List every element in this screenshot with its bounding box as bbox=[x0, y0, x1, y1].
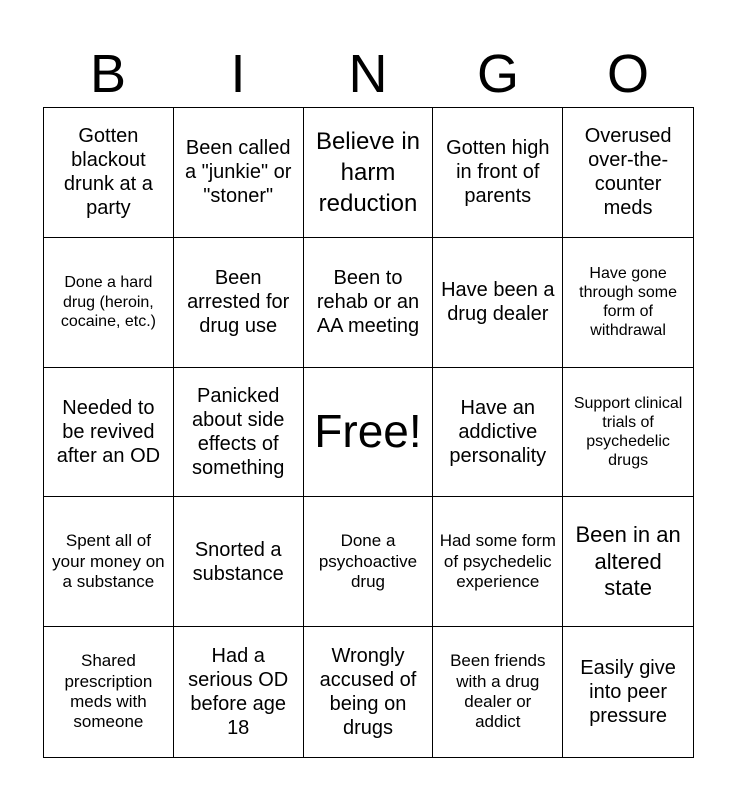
cell-text: Been to rehab or an AA meeting bbox=[316, 267, 420, 338]
cell-text: Shared prescription meds with someone bbox=[64, 651, 153, 732]
bingo-cell[interactable] bbox=[433, 238, 563, 368]
bingo-cell[interactable] bbox=[44, 108, 174, 238]
cell-text: Have gone through some form of withdrawal bbox=[579, 264, 678, 340]
free-cell[interactable] bbox=[304, 368, 434, 498]
bingo-header bbox=[43, 40, 693, 108]
cell-text: Been in an altered state bbox=[575, 522, 681, 600]
cell-text: Done a psychoactive drug bbox=[318, 531, 418, 591]
cell-text: Been arrested for drug use bbox=[187, 267, 290, 338]
header-letter-b: B bbox=[89, 44, 127, 104]
cell-text: Done a hard drug (heroin, cocaine, etc.) bbox=[60, 274, 156, 330]
bingo-cell[interactable] bbox=[304, 497, 434, 627]
cell-text: Have been a drug dealer bbox=[441, 279, 555, 326]
bingo-cell[interactable] bbox=[174, 627, 304, 757]
bingo-cell[interactable] bbox=[44, 368, 174, 498]
cell-text: Easily give into peer pressure bbox=[580, 657, 676, 728]
bingo-cell[interactable] bbox=[563, 238, 693, 368]
bingo-cell[interactable] bbox=[174, 497, 304, 627]
bingo-cell[interactable] bbox=[304, 108, 434, 238]
bingo-cell[interactable] bbox=[563, 108, 693, 238]
cell-text: Gotten blackout drunk at a party bbox=[63, 125, 153, 220]
bingo-cell[interactable] bbox=[304, 238, 434, 368]
bingo-cell[interactable] bbox=[563, 368, 693, 498]
cell-text: Spent all of your money on a substance bbox=[52, 531, 165, 591]
bingo-cell[interactable] bbox=[174, 368, 304, 498]
cell-text: Snorted a substance bbox=[192, 538, 284, 585]
bingo-cell[interactable] bbox=[44, 497, 174, 627]
cell-text: Had some form of psychedelic experience bbox=[439, 531, 556, 591]
cell-text: Panicked about side effects of something bbox=[192, 384, 285, 479]
cell-text: Support clinical trials of psychedelic drugs bbox=[573, 394, 683, 470]
bingo-cell[interactable] bbox=[563, 627, 693, 757]
cell-text: Gotten high in front of parents bbox=[446, 137, 550, 208]
cell-text: Wrongly accused of being on drugs bbox=[319, 645, 417, 740]
cell-text: Needed to be revived after an OD bbox=[56, 396, 161, 467]
bingo-cell[interactable] bbox=[433, 627, 563, 757]
bingo-cell[interactable] bbox=[433, 108, 563, 238]
free-cell-text: Free! bbox=[314, 405, 422, 458]
cell-text: Overused over-the-counter meds bbox=[584, 125, 672, 220]
cell-text: Been called a "junkie" or "stoner" bbox=[184, 137, 292, 208]
cell-text: Had a serious OD before age 18 bbox=[188, 645, 289, 740]
header-letter-i: I bbox=[230, 44, 246, 104]
cell-text: Believe in harm reduction bbox=[315, 127, 421, 217]
bingo-cell[interactable] bbox=[44, 238, 174, 368]
bingo-cell[interactable] bbox=[174, 108, 304, 238]
cell-text: Have an addictive personality bbox=[449, 396, 547, 467]
header-letter-o: O bbox=[606, 44, 649, 104]
bingo-board bbox=[43, 107, 694, 758]
bingo-cell[interactable] bbox=[433, 368, 563, 498]
bingo-cell[interactable] bbox=[433, 497, 563, 627]
header-letter-n: N bbox=[348, 44, 388, 104]
cell-text: Been friends with a drug dealer or addict bbox=[450, 651, 546, 732]
header-letter-g: G bbox=[476, 44, 519, 104]
bingo-cell[interactable] bbox=[174, 238, 304, 368]
bingo-cell[interactable] bbox=[563, 497, 693, 627]
bingo-cell[interactable] bbox=[44, 627, 174, 757]
bingo-cell[interactable] bbox=[304, 627, 434, 757]
